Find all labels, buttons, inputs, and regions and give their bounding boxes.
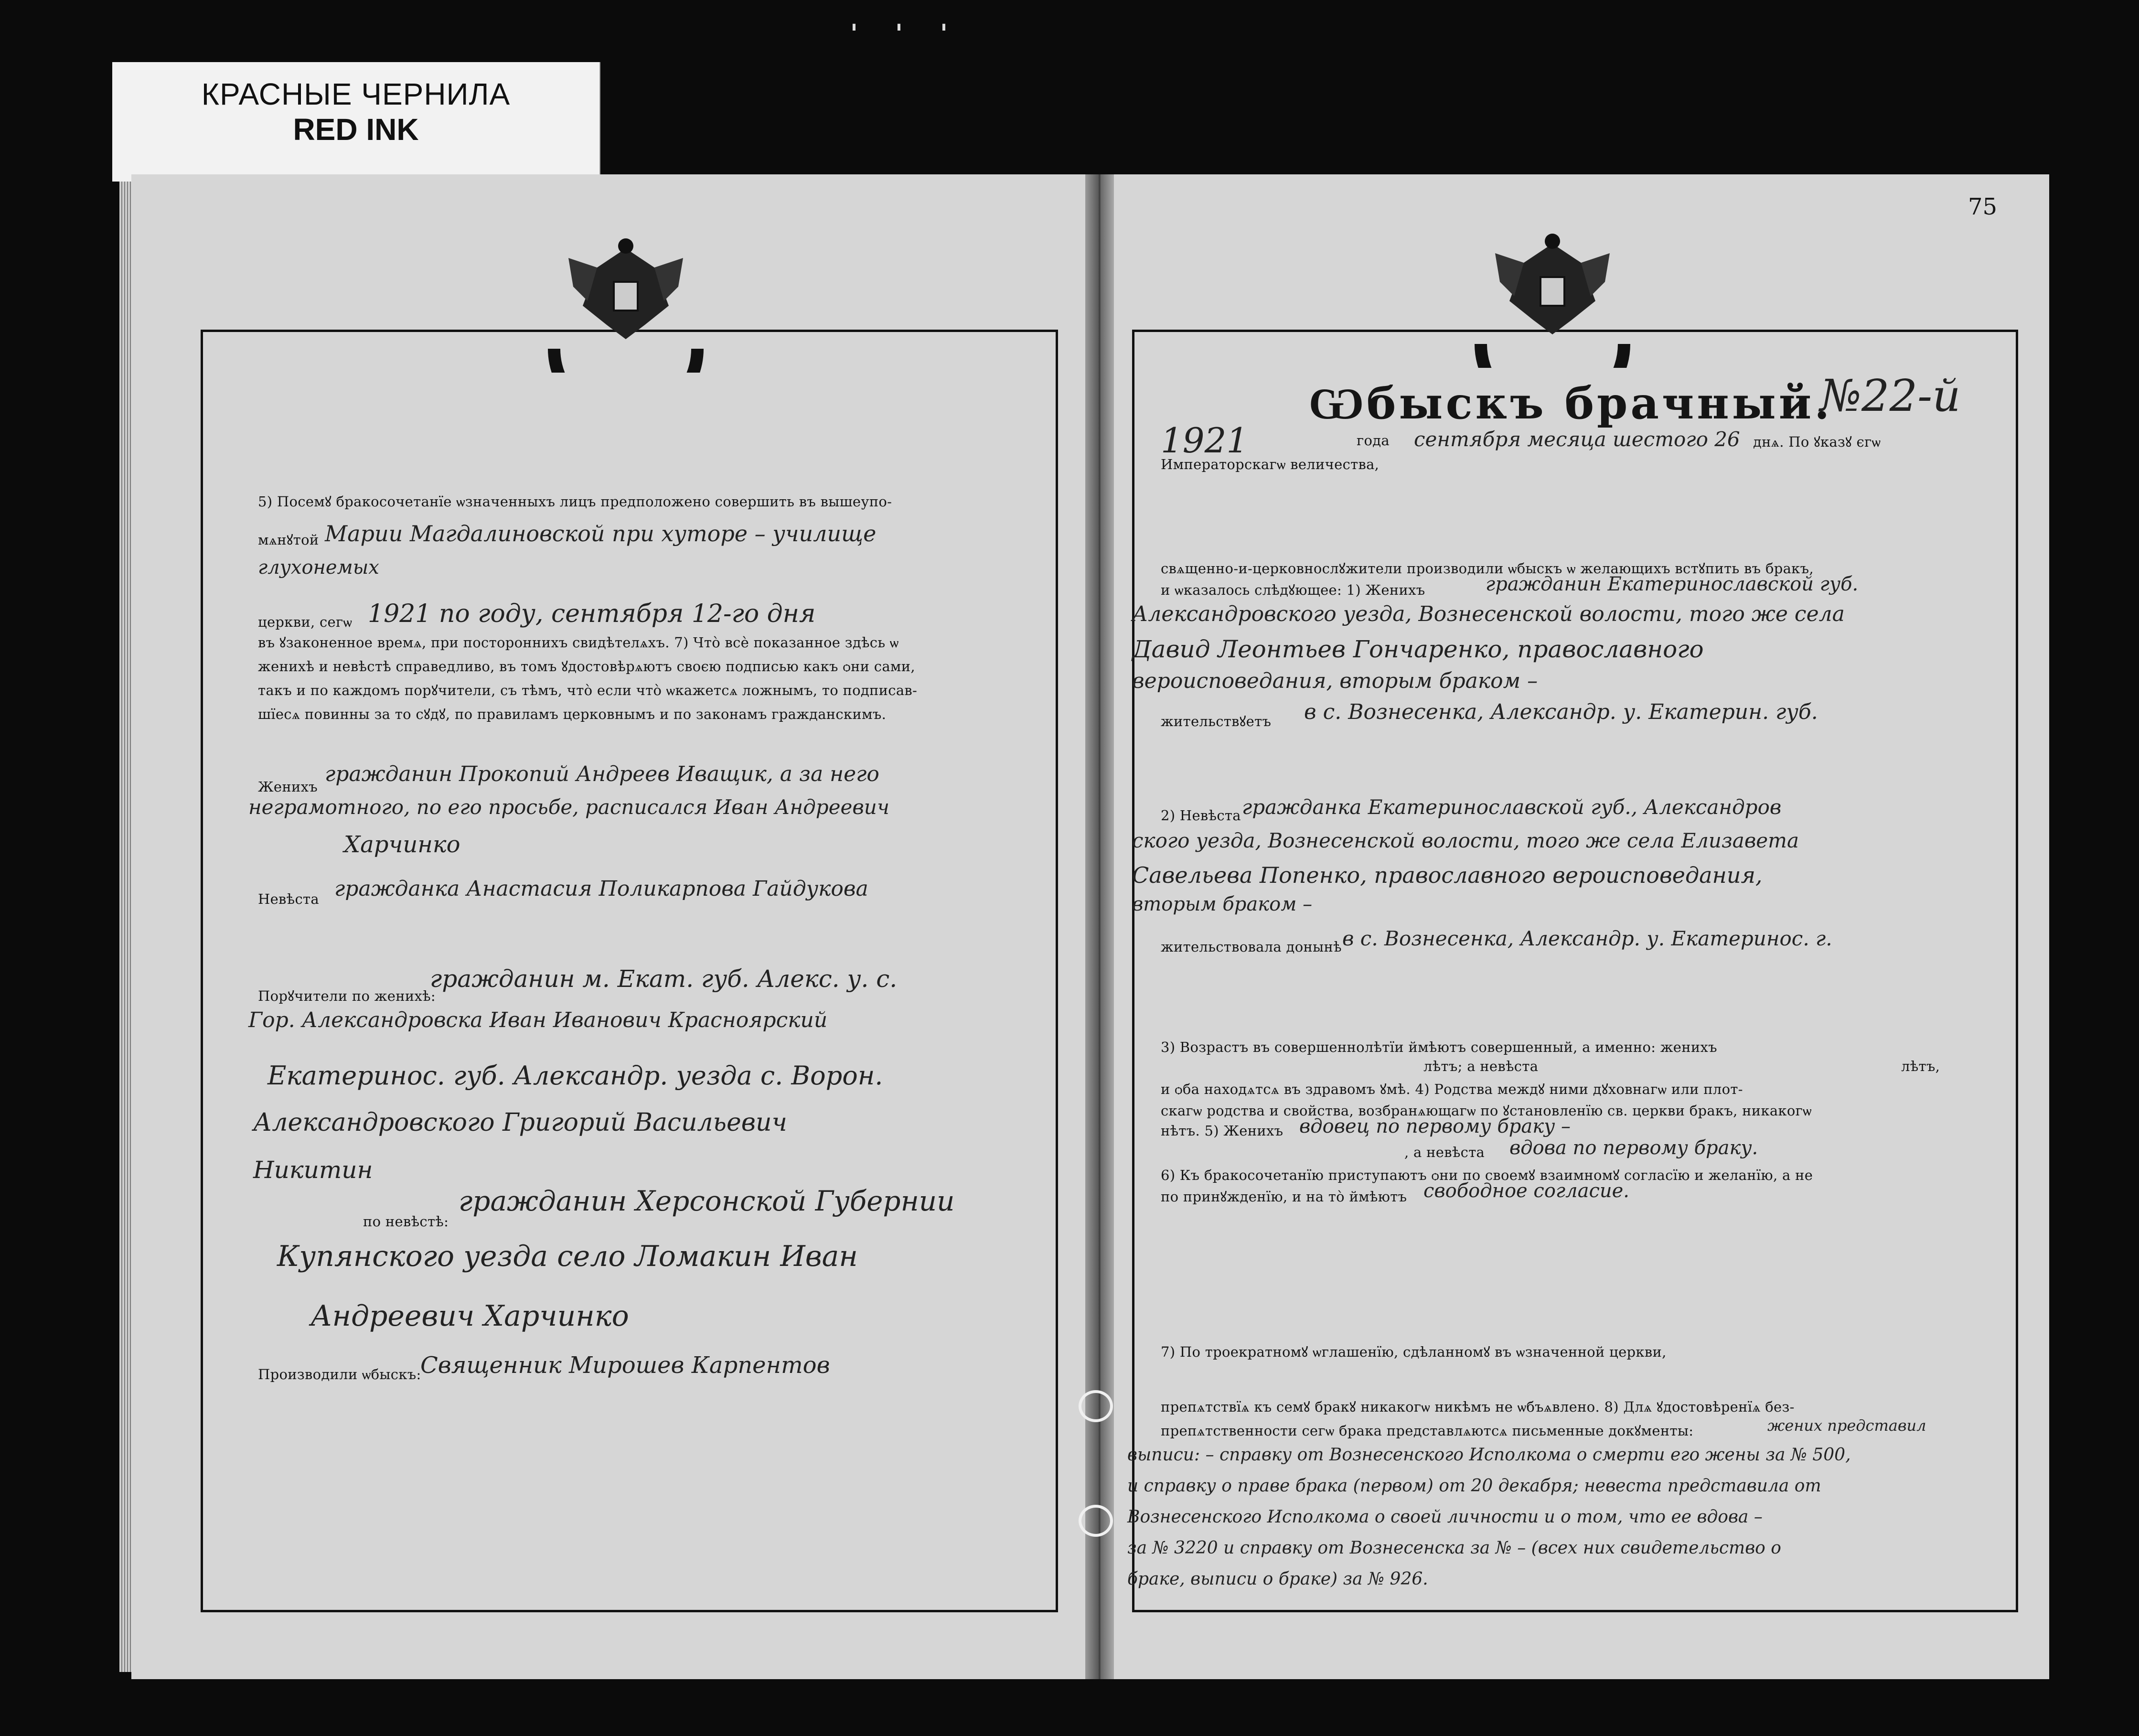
item5-printed: 5) Посемꙋ бракосочетанїе ѡзначенныхъ лицъ предположено совершить въ вышеупо-: [258, 493, 892, 510]
consent-line1: 6) Къ бракосочетанїю приступаютъ ѻни по своемꙋ взаимномꙋ согласїю и желанїю, а не: [1161, 1167, 1813, 1183]
documents-hw-line3: Вознесенского Исполкома о своей личности и о том, что ее вдова –: [1127, 1507, 1763, 1527]
body-line3: такъ и по каждомъ порꙋчители, съ тѣмъ, что̀ если что̀ ѡкажетсѧ ложнымъ, то подписав-: [258, 682, 918, 698]
kinship-line2: нѣтъ. 5) Женихъ: [1161, 1123, 1283, 1139]
kinship-line1: скагѡ родства и свойства, возбранѧющагѡ по ꙋстановленїю св. церкви бракъ, никакогѡ: [1161, 1103, 1812, 1119]
surety-bride-hw-line1: гражданин Херсонской Губернии: [459, 1185, 955, 1217]
surety-groom-hw-line2: Гор. Александровска Иван Иванович Красноярский: [248, 1008, 828, 1032]
age-line2: лѣтъ; а невѣста: [1423, 1058, 1539, 1074]
health-line: и ѻба находѧтсѧ въ здравомъ ꙋмѣ. 4) Родства междꙋ ними дꙋховнагѡ или плот-: [1161, 1081, 1743, 1097]
sureties-groom-label: Порꙋчители по женихѣ:: [258, 988, 436, 1004]
page-number: 75: [1968, 193, 1998, 220]
body-line2: женихѣ и невѣстѣ справедливо, въ томъ ꙋдостовѣрѧютъ своєю подписью какъ ѻни сами,: [258, 658, 915, 675]
item5-printed-cont: мѧнꙋтой: [258, 532, 319, 548]
binding-thread-lower: [1079, 1505, 1113, 1537]
groom-label: Женихъ: [258, 779, 318, 795]
documents-hw-line5: браке, выписи о браке) за № 926.: [1127, 1569, 1428, 1589]
bride-origin-hw-line4: вторым браком –: [1132, 893, 1313, 915]
impediment-line2: препѧтственности сегѡ брака представлѧютсѧ письменные докꙋменты:: [1161, 1423, 1694, 1439]
top-marks: ' ' ': [850, 19, 962, 48]
surety-groom-hw-line4: Александровского Григорий Васильевич: [253, 1108, 787, 1137]
church-printed: церкви, сегѡ: [258, 614, 353, 630]
surety-groom-hw-line3: Екатеринос. губ. Александр. уезда с. Ворон.: [267, 1061, 883, 1091]
clergy-line1: свѧщенно-и-церковнослꙋжители производили ѡбыскъ ѡ желающихъ встꙋпить въ бракъ,: [1161, 560, 1814, 577]
groom-residence-hw: в с. Вознесенка, Александр. у. Екатерин. губ.: [1304, 700, 1818, 724]
groom-handwriting-line3: Харчинко: [344, 831, 460, 858]
date-handwriting: сентября месяца шестого 26: [1414, 428, 1740, 451]
book-gutter: [1085, 174, 1114, 1679]
consent-hw: свободное согласие.: [1423, 1180, 1629, 1202]
groom-origin-hw-line1: гражданин Екатеринославской губ.: [1486, 573, 1859, 595]
body-line1: въ ꙋзаконенное времѧ, при постороннихъ свидѣтелѧхъ. 7) Что̀ всѐ показанное здѣсь ѡ: [258, 634, 899, 651]
document-title: Ѡбыскъ брачный.: [1309, 377, 1833, 429]
documents-hw-line0: жених представил: [1767, 1416, 1926, 1435]
bride-residence-label: жительствовала донынѣ: [1161, 939, 1342, 955]
year-handwriting: 1921: [1161, 420, 1249, 461]
double-headed-eagle-emblem-left: [525, 229, 726, 373]
item5-handwriting-line1: Марии Магдалиновской при хуторе – училище: [325, 521, 877, 547]
documents-hw-line1: выписи: – справку от Вознесенского Исполкома о смерти его жены за № 500,: [1127, 1445, 1851, 1465]
binding-thread-upper: [1079, 1390, 1113, 1422]
record-number: №22-й: [1820, 370, 1961, 421]
age-line1: 3) Возрастъ въ совершеннолѣтїи ймѣютъ совершенный, а именно: женихъ: [1161, 1039, 1717, 1055]
groom-origin-hw-line2: Александровского уезда, Вознесенской волости, того же села: [1132, 602, 1845, 626]
bride-origin-hw-line3: Савельева Попенко, православного вероисповедания,: [1132, 862, 1763, 888]
date-printed-majesty: Императорскагѡ величества,: [1161, 456, 1380, 472]
red-ink-label-card: [112, 62, 600, 182]
documents-hw-line4: за № 3220 и справку от Вознесенска за № – (всех них свидетельство о: [1127, 1538, 1781, 1558]
church-date-handwriting: 1921 по году, сентября 12-го дня: [368, 600, 816, 628]
item5-handwriting-line2: глухонемых: [258, 557, 379, 579]
officiant-label: Производили ѡбыскъ:: [258, 1366, 421, 1382]
groom-origin-hw-line3: Давид Леонтьев Гончаренко, православного: [1132, 635, 1704, 663]
bride-status-hw: вдова по первому браку.: [1509, 1137, 1758, 1159]
clergy-line2: и ѡказалось слѣдꙋющее: 1) Женихъ: [1161, 582, 1425, 598]
bride-handwriting: гражданка Анастасия Поликарпова Гайдукова: [334, 877, 868, 901]
impediment-line1: препѧтствїѧ къ семꙋ бракꙋ никакогѡ никѣмъ не ѡбъѧвлено. 8) Длѧ ꙋдостовѣренїѧ без-: [1161, 1399, 1795, 1415]
date-printed-year: года: [1357, 432, 1390, 449]
groom-handwriting-line2: неграмотного, по его просьбе, расписался Иван Андреевич: [248, 795, 889, 819]
surety-groom-hw-line5: Никитин: [253, 1156, 373, 1184]
sureties-bride-label: по невѣстѣ:: [363, 1213, 449, 1230]
surety-bride-hw-line2: Купянского уезда село Ломакин Иван: [277, 1240, 858, 1273]
label-line-russian: КРАСНЫЕ ЧЕРНИЛА: [201, 77, 511, 111]
banns-line: 7) По троекратномꙋ ѡглашенїю, сдѣланномꙋ въ ѡзначенной церкви,: [1161, 1344, 1667, 1360]
double-headed-eagle-emblem-right: [1452, 225, 1653, 368]
groom-status-hw: вдовец по первому браку –: [1299, 1115, 1571, 1137]
bride-label: 2) Невѣста: [1161, 807, 1241, 824]
bride-residence-hw: в с. Вознесенка, Александр. у. Екатеринос. г.: [1342, 927, 1832, 950]
groom-residence-label: жительствꙋетъ: [1161, 713, 1272, 729]
bride-origin-hw-line1: гражданка Екатеринославской губ., Александров: [1242, 795, 1782, 819]
date-printed-by-order: днѧ. По ꙋказꙋ єгѡ: [1753, 434, 1881, 450]
bride-origin-hw-line2: ского уезда, Вознесенской волости, того же села Елизавета: [1132, 829, 1799, 852]
label-line-english: RED INK: [293, 112, 419, 147]
age-line3: лѣтъ,: [1901, 1058, 1940, 1074]
documents-hw-line2: и справку о праве брака (первом) от 20 декабря; невеста представила от: [1127, 1476, 1821, 1496]
consent-line2: по принꙋжденїю, и на то̀ ймѣютъ: [1161, 1189, 1407, 1205]
officiant-handwriting: Священник Мирошев Карпентов: [420, 1352, 830, 1379]
groom-origin-hw-line4: вероисповедания, вторым браком –: [1132, 669, 1538, 693]
kinship-line3: , а невѣста: [1404, 1144, 1485, 1160]
surety-groom-hw-line1: гражданин м. Екат. губ. Алекс. у. с.: [430, 965, 898, 993]
surety-bride-hw-line3: Андреевич Харчинко: [310, 1299, 629, 1333]
groom-handwriting-line1: гражданин Прокопий Андреев Иващик, а за него: [325, 762, 879, 786]
bride-label: Невѣста: [258, 891, 319, 907]
body-line4: шїесѧ повинны за то сꙋдꙋ, по правиламъ церковнымъ и по законамъ гражданскимъ.: [258, 706, 887, 722]
